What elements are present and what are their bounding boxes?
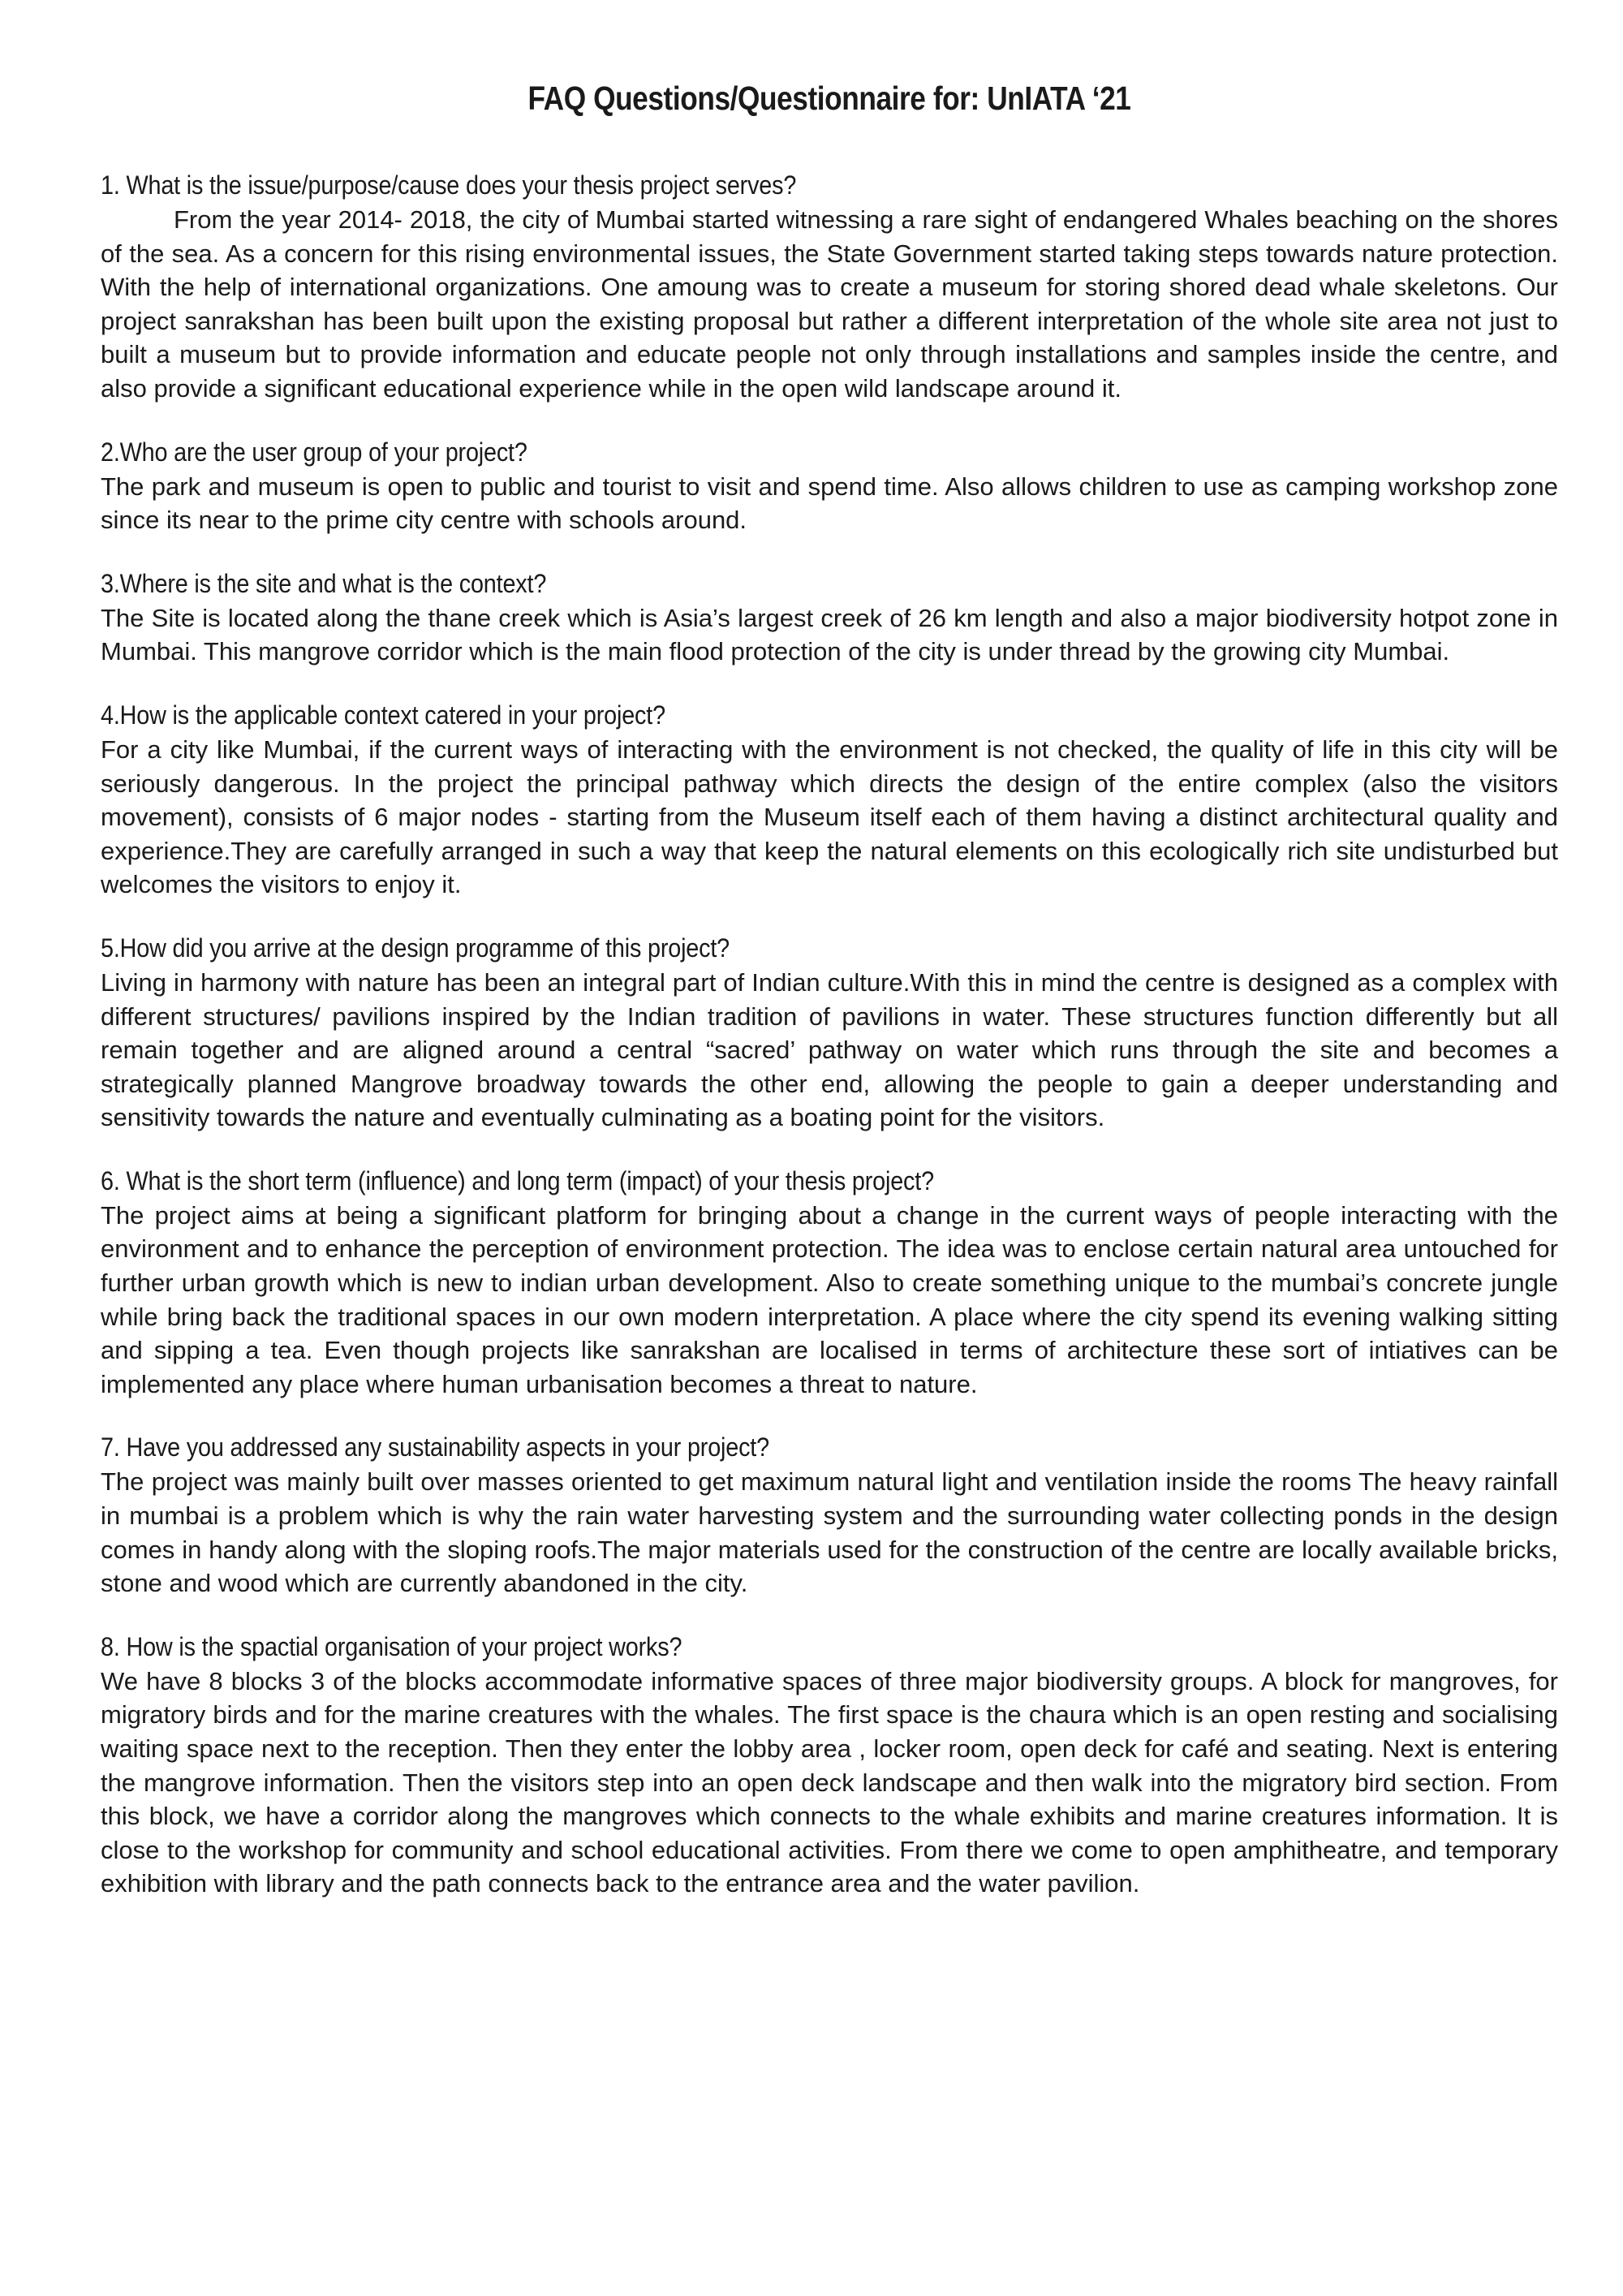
faq-question: 4.How is the applicable context catered in your project? (101, 700, 665, 730)
faq-question: 2.Who are the user group of your project? (101, 437, 527, 467)
faq-answer: The project aims at being a significant platform for bringing about a change in the current ways of people interacting with the environment and to enhance the perception of environment protection. The idea was to enclose certain natural area untouched for further urban growth which is new to indian urban development. Also to create something unique to the mumbai’s concrete jungle while bring back the traditional spaces in our own modern interpretation. A place where the city spend its evening walking sitting and sipping a tea. Even though projects like sanrakshan are localised in terms of architecture these sort of intiatives can be implemented any place where human urbanisation becomes a threat to nature. (101, 1200, 1558, 1398)
faq-question: 7. Have you addressed any sustainability aspects in your project? (101, 1432, 769, 1462)
faq-question: 6. What is the short term (influence) and long term (impact) of your thesis project? (101, 1165, 934, 1195)
faq-item-8 (101, 1630, 1558, 1901)
faq-answer: The project was mainly built over masses oriented to get maximum natural light and ventilation inside the rooms The heavy rainfall in mumbai is a problem which is why the rain water harvesting system and the surrounding water collecting ponds in the design comes in handy along with the sloping roofs.The major materials used for the construction of the centre are locally available bricks, stone and wood which are currently abandoned in the city. (101, 1467, 1558, 1598)
document-title: FAQ Questions/Questionnaire for: UnIATA ‘21 (527, 80, 1131, 117)
faq-question: 1. What is the issue/purpose/cause does your thesis project serves? (101, 170, 797, 200)
faq-item-1 (101, 169, 1558, 406)
faq-question: 5.How did you arrive at the design programme of this project? (101, 933, 730, 963)
faq-item-3 (101, 567, 1558, 669)
faq-item-7 (101, 1431, 1558, 1600)
faq-answer: The Site is located along the thane creek which is Asia’s largest creek of 26 km length and also a major biodiversity hotpot zone in Mumbai. This mangrove corridor which is the main flood protection of the city is under thread by the growing city Mumbai. (101, 603, 1558, 666)
faq-item-5 (101, 932, 1558, 1135)
faq-question: 8. How is the spactial organisation of your project works? (101, 1631, 682, 1661)
faq-answer: For a city like Mumbai, if the current ways of interacting with the environment is not checked, the quality of life in this city will be seriously dangerous. In the project the principal pathway which directs the design of the entire complex (also the visitors movement), consists of 6 major nodes - starting from the Museum itself each of them having a distinct architectural quality and experience.They are carefully arranged in such a way that keep the natural elements on this ecologically rich site undisturbed but welcomes the visitors to enjoy it. (101, 734, 1558, 899)
faq-answer: We have 8 blocks 3 of the blocks accommodate informative spaces of three major biodiversity groups. A block for mangroves, for migratory birds and for the marine creatures with the whales. The first space is the chaura which is an open resting and socialising waiting space next to the reception. Then they enter the lobby area , locker room, open deck for café and seating. Next is entering the mangrove information. Then the visitors step into an open deck landscape and then walk into the migratory bird section. From this block, we have a corridor along the mangroves which connects to the whale exhibits and marine creatures information. It is close to the workshop for community and school educational activities. From there we come to open amphitheatre, and temporary exhibition with library and the path connects back to the entrance area and the water pavilion. (101, 1666, 1558, 1898)
document-page (101, 78, 1558, 1931)
faq-item-6 (101, 1165, 1558, 1402)
faq-answer: From the year 2014- 2018, the city of Mumbai started witnessing a rare sight of endangered Whales beaching on the shores of the sea. As a concern for this rising environmental issues, the State Government started taking steps towards nature protection. With the help of international organizations. One amoung was to create a museum for storing shored dead whale skeletons. Our project sanrakshan has been built upon the existing proposal but rather a different interpretation of the whole site area not just to built a museum but to provide information and educate people not only through installations and samples inside the centre, and also provide a significant educational experience while in the open wild landscape around it. (101, 205, 1558, 403)
faq-item-4 (101, 699, 1558, 902)
faq-question: 3.Where is the site and what is the context? (101, 568, 547, 598)
faq-item-2 (101, 436, 1558, 537)
faq-answer: Living in harmony with nature has been an integral part of Indian culture.With this in mind the centre is designed as a complex with different structures/ pavilions inspired by the Indian tradition of pavilions in water. These structures function differently but all remain together and are aligned around a central “sacred’ pathway on water which runs through the site and becomes a strategically planned Mangrove broadway towards the other end, allowing the people to gain a deeper understanding and sensitivity towards the nature and eventually culminating as a boating point for the visitors. (101, 967, 1558, 1132)
faq-answer: The park and museum is open to public and tourist to visit and spend time. Also allows children to use as camping workshop zone since its near to the prime city centre with schools around. (101, 472, 1558, 535)
